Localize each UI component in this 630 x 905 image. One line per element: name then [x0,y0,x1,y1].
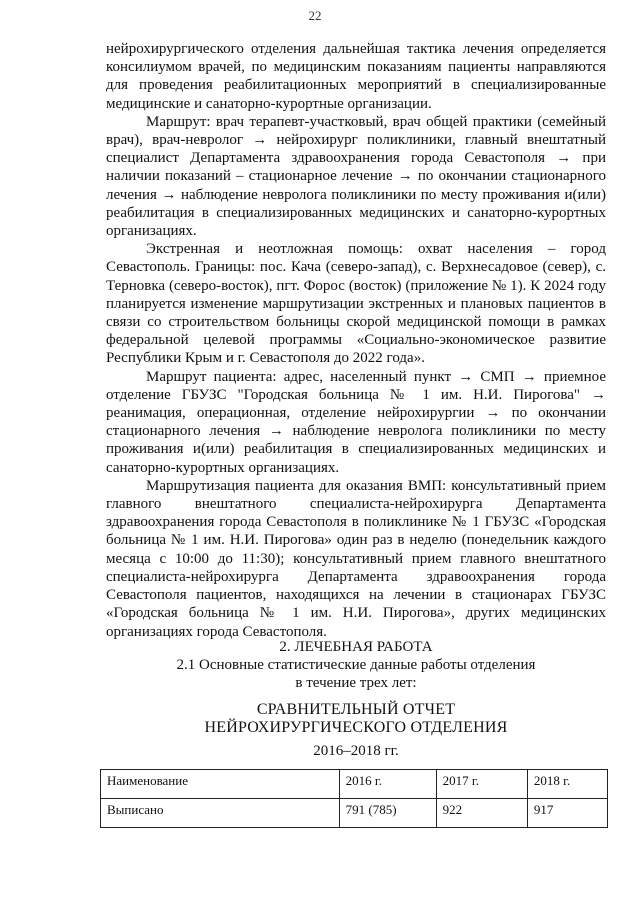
report-years: 2016–2018 гг. [313,743,399,759]
report-title [106,701,606,737]
paragraph-emergency-care: Экстренная и неотложная помощь: охват населения – город Севастополь. Границы: пос. Кача (северо-запад), с. Верхнесадовое (север), с. Терновка (северо-восток), пгт. Форос (восток) (приложение № 1). К 2024 году планируется изменение маршрутизации экстренных и плановых пациентов в связи со строительством больницы скорой медицинской помощи в рамках федеральной целевой программы «Социально-экономическое развитие Республики Крым и г. Севастополя до 2022 года». [106,241,606,367]
table-cell-2016: 791 (785) [339,799,436,828]
subsection-line-2: в течение трех лет: [295,675,417,691]
table-header-row [101,770,608,799]
table-header-name: Наименование [101,770,340,799]
paragraph-patient-route: Маршрут пациента: адрес, населенный пункт → СМП → приемное отделение ГБУЗС "Городская больница № 1 им. Н.И. Пирогова" → реанимация, операционная, отделение нейрохирургии → по окончании стационарного лечения → наблюдение невролога поликлиники по месту проживания и(или) реабилитация в специализированных медицинских и санаторно-курортных организациях. [106,368,606,476]
table-header-2018: 2018 г. [527,770,607,799]
paragraph-continuation: нейрохирургического отделения дальнейшая тактика лечения определяется консилиумом врачей, по медицинским показаниям пациенты направляются для проведения реабилитационных мероприятий в специализированные медицинские и санаторно-курортные организации. [106,41,606,112]
paragraph-route-planned: Маршрут: врач терапевт-участковый, врач общей практики (семейный врач), врач-невролог → нейрохирург поликлиники, главный внештатный специалист Департамента здравоохранения города Севастополя → при наличии показаний – стационарное лечение → по окончании стационарного лечения → наблюдение невролога поликлиники по месту проживания и(или) реабилитация в специализированных медицинских и санаторно-курортных организациях. [106,113,606,240]
subsection-line-1: 2.1 Основные статистические данные работы отделения [176,657,536,673]
report-title-line-1: СРАВНИТЕЛЬНЫЙ ОТЧЕТ [256,701,456,718]
subsection-title [106,656,606,692]
table-cell-2018: 917 [527,799,607,828]
page-number: 22 [308,8,322,23]
body-text [106,40,606,641]
table-row [101,799,608,828]
table-header-2017: 2017 г. [436,770,527,799]
paragraph-vmp-routing: Маршрутизация пациента для оказания ВМП: консультативный прием главного внештатного специалиста-нейрохирурга Департамента здравоохранения города Севастополя в поликлинике № 1 ГБУЗС «Городская больница № 1 им. Н.И. Пирогова» один раз в неделю (понедельник каждого месяца с 10:00 до 11:30); консультативный прием главного внештатного специалиста-нейрохирурга Департамента здравоохранения города Севастополя пациентов, находящихся на лечении в стационарах ГБУЗС «Городская больница № 1 им. Н.И. Пирогова», других медицинских организациях города Севастополя. [106,477,606,640]
report-title-line-2: НЕЙРОХИРУРГИЧЕСКОГО ОТДЕЛЕНИЯ [204,719,508,736]
table-cell-name: Выписано [101,799,340,828]
table-cell-2017: 922 [436,799,527,828]
table-header-2016: 2016 г. [339,770,436,799]
stats-table [100,769,608,828]
section-title: 2. ЛЕЧЕБНАЯ РАБОТА [279,639,433,655]
